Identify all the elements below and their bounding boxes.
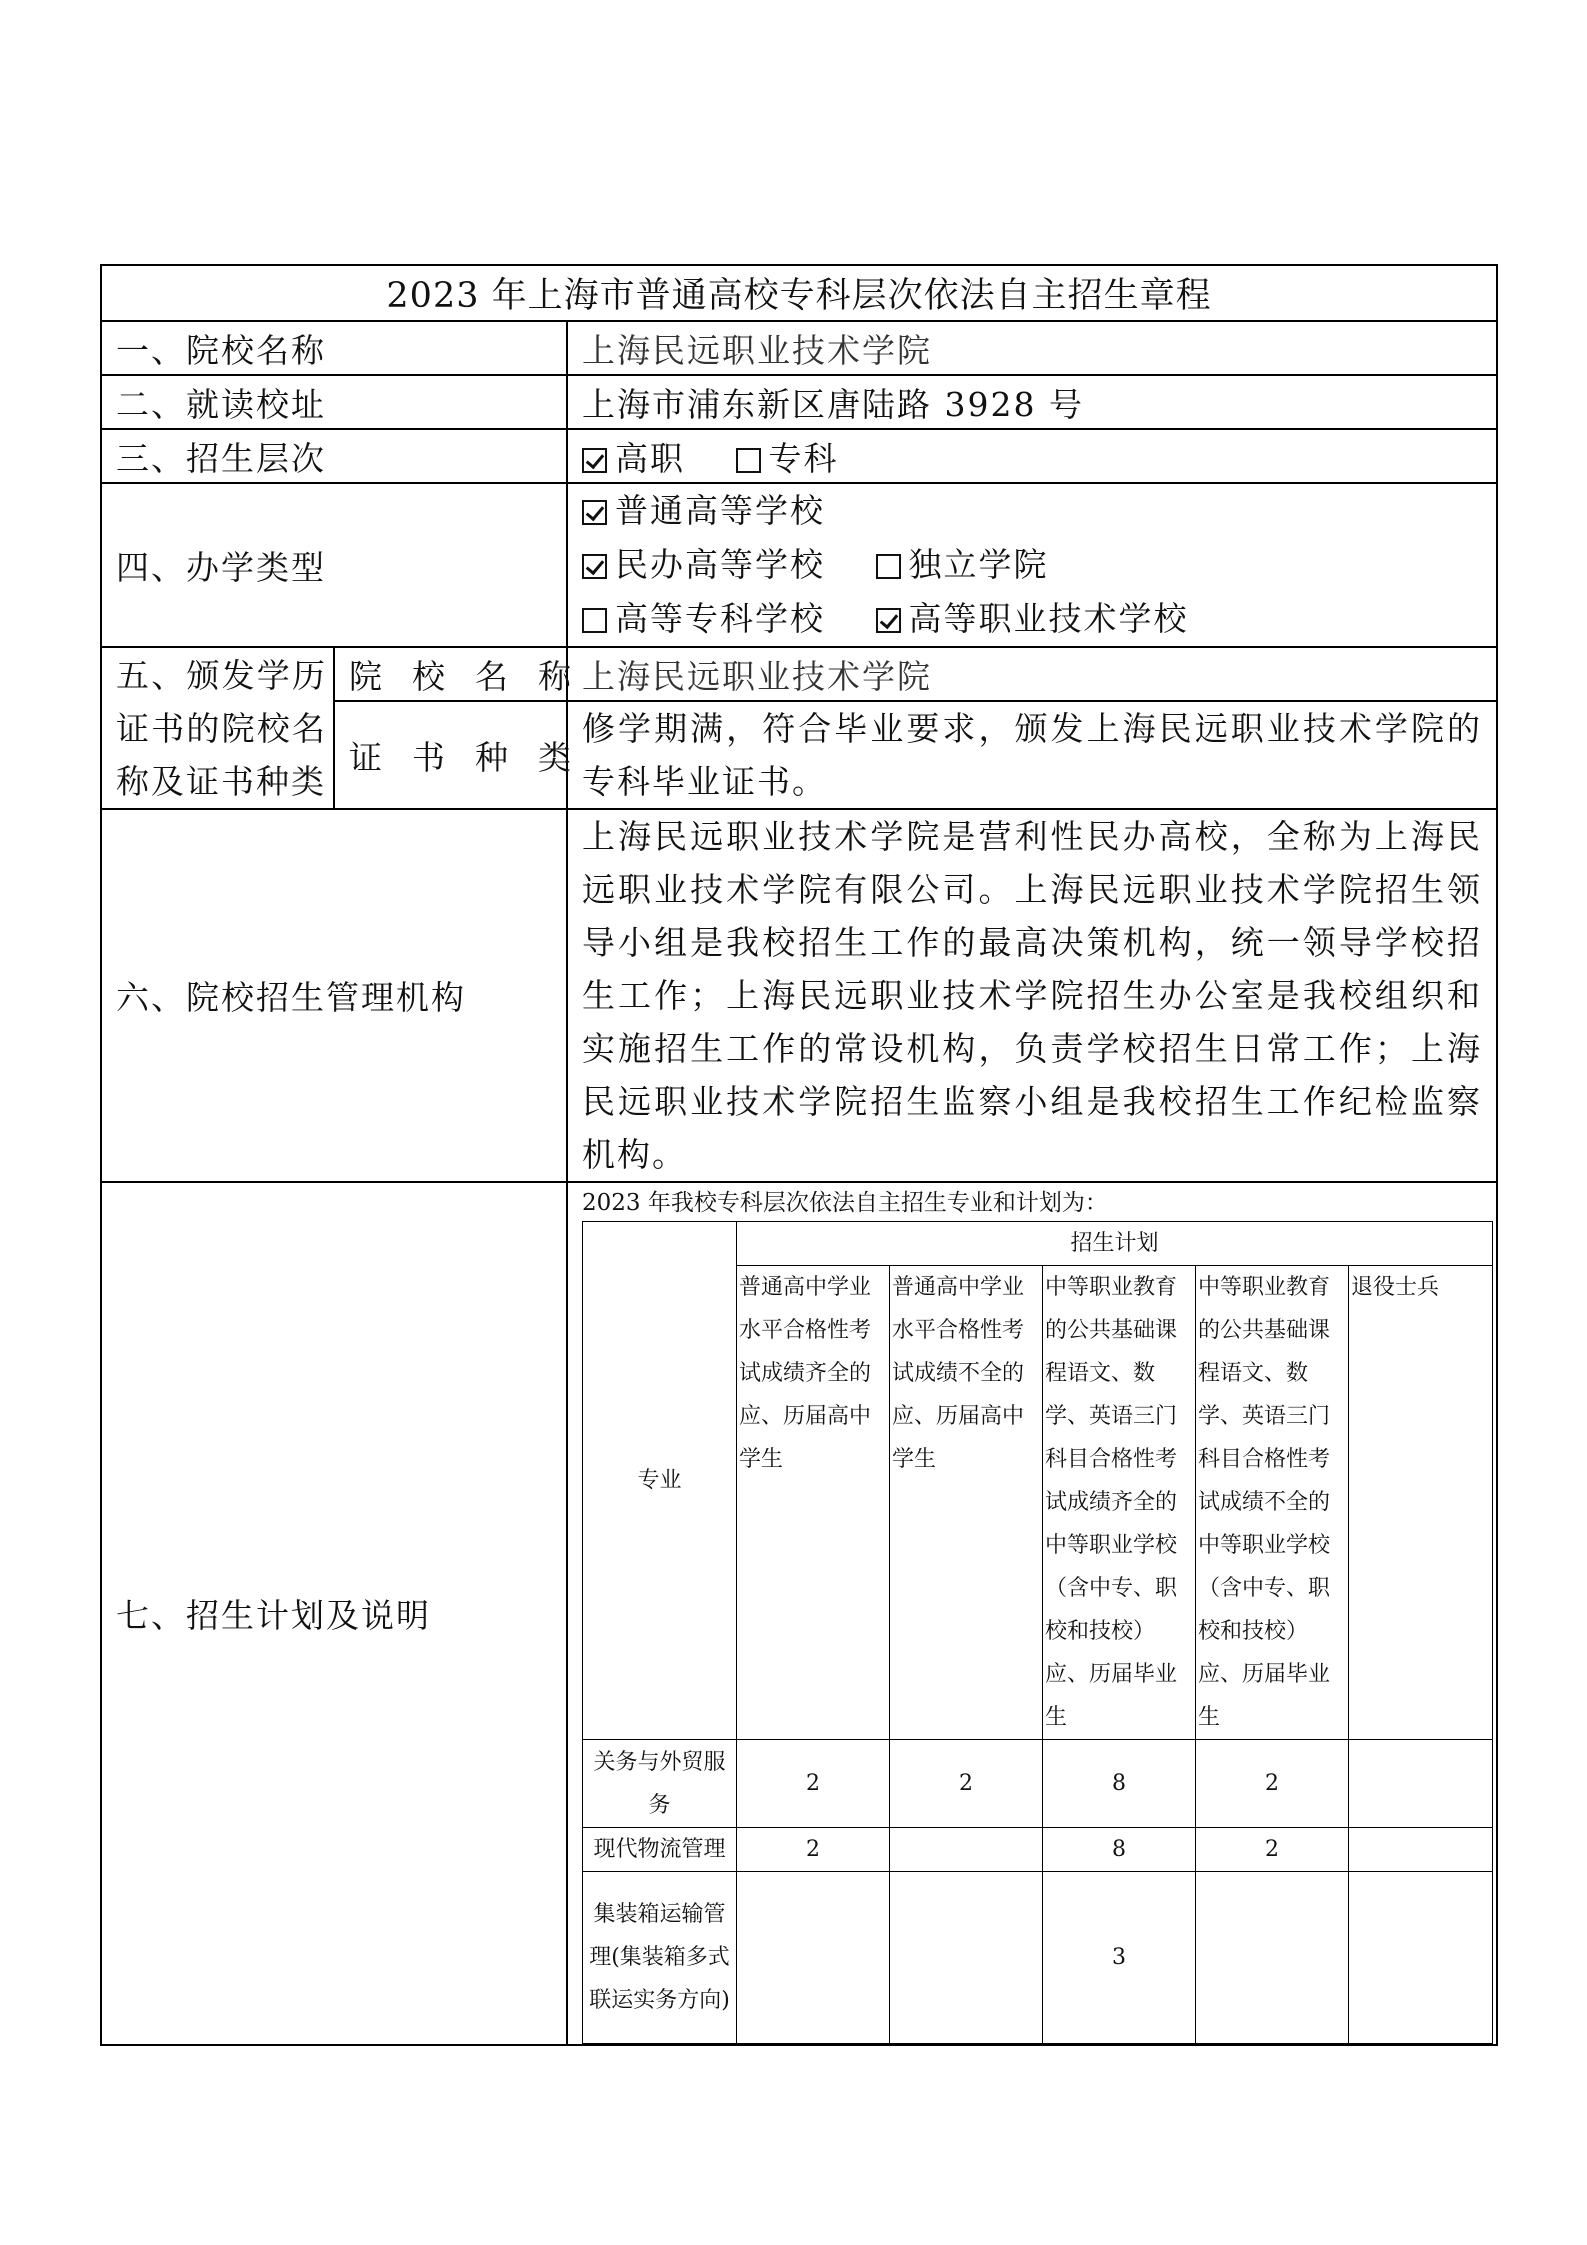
- plan-header-row: [583, 1222, 1493, 1266]
- plan-value: [890, 1872, 1043, 2044]
- plan-value: [1349, 1872, 1493, 2044]
- option-independent-college[interactable]: 独立学院: [876, 545, 1049, 584]
- certificate-school-value: 上海民远职业技术学院: [567, 647, 1497, 701]
- plan-value: 8: [1043, 1828, 1196, 1872]
- checkbox-empty-icon: [582, 608, 607, 633]
- certificate-type-label: 证书种类: [334, 701, 567, 809]
- column-header: 普通高中学业水平合格性考试成绩齐全的应、历届高中学生: [737, 1266, 890, 1740]
- charter-table: [100, 264, 1498, 2046]
- certificate-type-value: 修学期满，符合毕业要求，颁发上海民远职业技术学院的专科毕业证书。: [567, 701, 1497, 809]
- checkbox-checked-icon: [582, 448, 607, 473]
- major-name: 关务与外贸服务: [583, 1740, 737, 1828]
- school-name-label: 一、院校名称: [101, 321, 567, 375]
- checkbox-empty-icon: [876, 554, 901, 579]
- column-header: 退役士兵: [1349, 1266, 1493, 1740]
- enrollment-plan-table: [582, 1221, 1493, 2044]
- option-junior-college[interactable]: 高等专科学校: [582, 599, 825, 638]
- option-private-college[interactable]: 民办高等学校: [582, 545, 825, 584]
- checkbox-checked-icon: [582, 554, 607, 579]
- row-enrollment-plan: [101, 1182, 1497, 2045]
- admission-office-label: 六、院校招生管理机构: [101, 809, 567, 1182]
- school-name-value: 上海民远职业技术学院: [567, 321, 1497, 375]
- column-header: 普通高中学业水平合格性考试成绩不全的应、历届高中学生: [890, 1266, 1043, 1740]
- plan-value: 2: [890, 1740, 1043, 1828]
- row-school-name: [101, 321, 1497, 375]
- admission-charter-document: [100, 264, 1496, 2046]
- table-row: [583, 1872, 1493, 2044]
- enrollment-plan-cell: [567, 1182, 1497, 2045]
- enrollment-plan-label: 七、招生计划及说明: [101, 1182, 567, 2045]
- plan-value: [1349, 1740, 1493, 1828]
- plan-value: [1196, 1872, 1349, 2044]
- enrollment-level-options: [567, 429, 1497, 483]
- major-name: 集装箱运输管理(集装箱多式联运实务方向): [583, 1872, 737, 2044]
- plan-value: 2: [1196, 1740, 1349, 1828]
- option-regular-college[interactable]: 普通高等学校: [582, 491, 825, 530]
- option-zhuanke[interactable]: 专科: [736, 439, 839, 478]
- certificate-school-label: 院校名称: [334, 647, 567, 701]
- checkbox-checked-icon: [582, 500, 607, 525]
- option-vocational-college[interactable]: 高等职业技术学校: [876, 599, 1189, 638]
- major-name: 现代物流管理: [583, 1828, 737, 1872]
- certificate-section-label: 五、颁发学历证书的院校名称及证书种类: [101, 647, 334, 809]
- plan-value: 2: [737, 1740, 890, 1828]
- table-row: [583, 1828, 1493, 1872]
- major-header: 专业: [583, 1222, 737, 1740]
- enrollment-plan-intro: 2023 年我校专科层次依法自主招生专业和计划为：: [582, 1190, 1108, 1216]
- column-header: 中等职业教育的公共基础课程语文、数学、英语三门科目合格性考试成绩不全的中等职业学校（含中专、职校和技校）应、历届毕业生: [1196, 1266, 1349, 1740]
- plan-value: [890, 1828, 1043, 1872]
- plan-value: 3: [1043, 1872, 1196, 2044]
- document-title: 2023 年上海市普通高校专科层次依法自主招生章程: [101, 265, 1497, 321]
- column-header: 中等职业教育的公共基础课程语文、数学、英语三门科目合格性考试成绩齐全的中等职业学校（含中专、职校和技校）应、历届毕业生: [1043, 1266, 1196, 1740]
- plan-value: [737, 1872, 890, 2044]
- campus-address-label: 二、就读校址: [101, 375, 567, 429]
- plan-value: 8: [1043, 1740, 1196, 1828]
- row-certificate-school: [101, 647, 1497, 701]
- row-admission-office: [101, 809, 1497, 1182]
- enrollment-level-label: 三、招生层次: [101, 429, 567, 483]
- row-campus-address: [101, 375, 1497, 429]
- plan-header: 招生计划: [737, 1222, 1493, 1266]
- checkbox-checked-icon: [876, 608, 901, 633]
- row-enrollment-level: [101, 429, 1497, 483]
- checkbox-empty-icon: [736, 448, 761, 473]
- campus-address-value: 上海市浦东新区唐陆路 3928 号: [567, 375, 1497, 429]
- row-school-type: [101, 483, 1497, 647]
- plan-value: 2: [737, 1828, 890, 1872]
- admission-office-text: 上海民远职业技术学院是营利性民办高校，全称为上海民远职业技术学院有限公司。上海民远职业技术学院招生领导小组是我校招生工作的最高决策机构，统一领导学校招生工作；上海民远职业技术学院招生办公室是我校组织和实施招生工作的常设机构，负责学校招生日常工作；上海民远职业技术学院招生监察小组是我校招生工作纪检监察机构。: [567, 809, 1497, 1182]
- plan-value: 2: [1196, 1828, 1349, 1872]
- table-row: [583, 1740, 1493, 1828]
- school-type-label: 四、办学类型: [101, 483, 567, 647]
- school-type-options: [567, 483, 1497, 647]
- plan-value: [1349, 1828, 1493, 1872]
- option-gaozhi[interactable]: 高职: [582, 439, 685, 478]
